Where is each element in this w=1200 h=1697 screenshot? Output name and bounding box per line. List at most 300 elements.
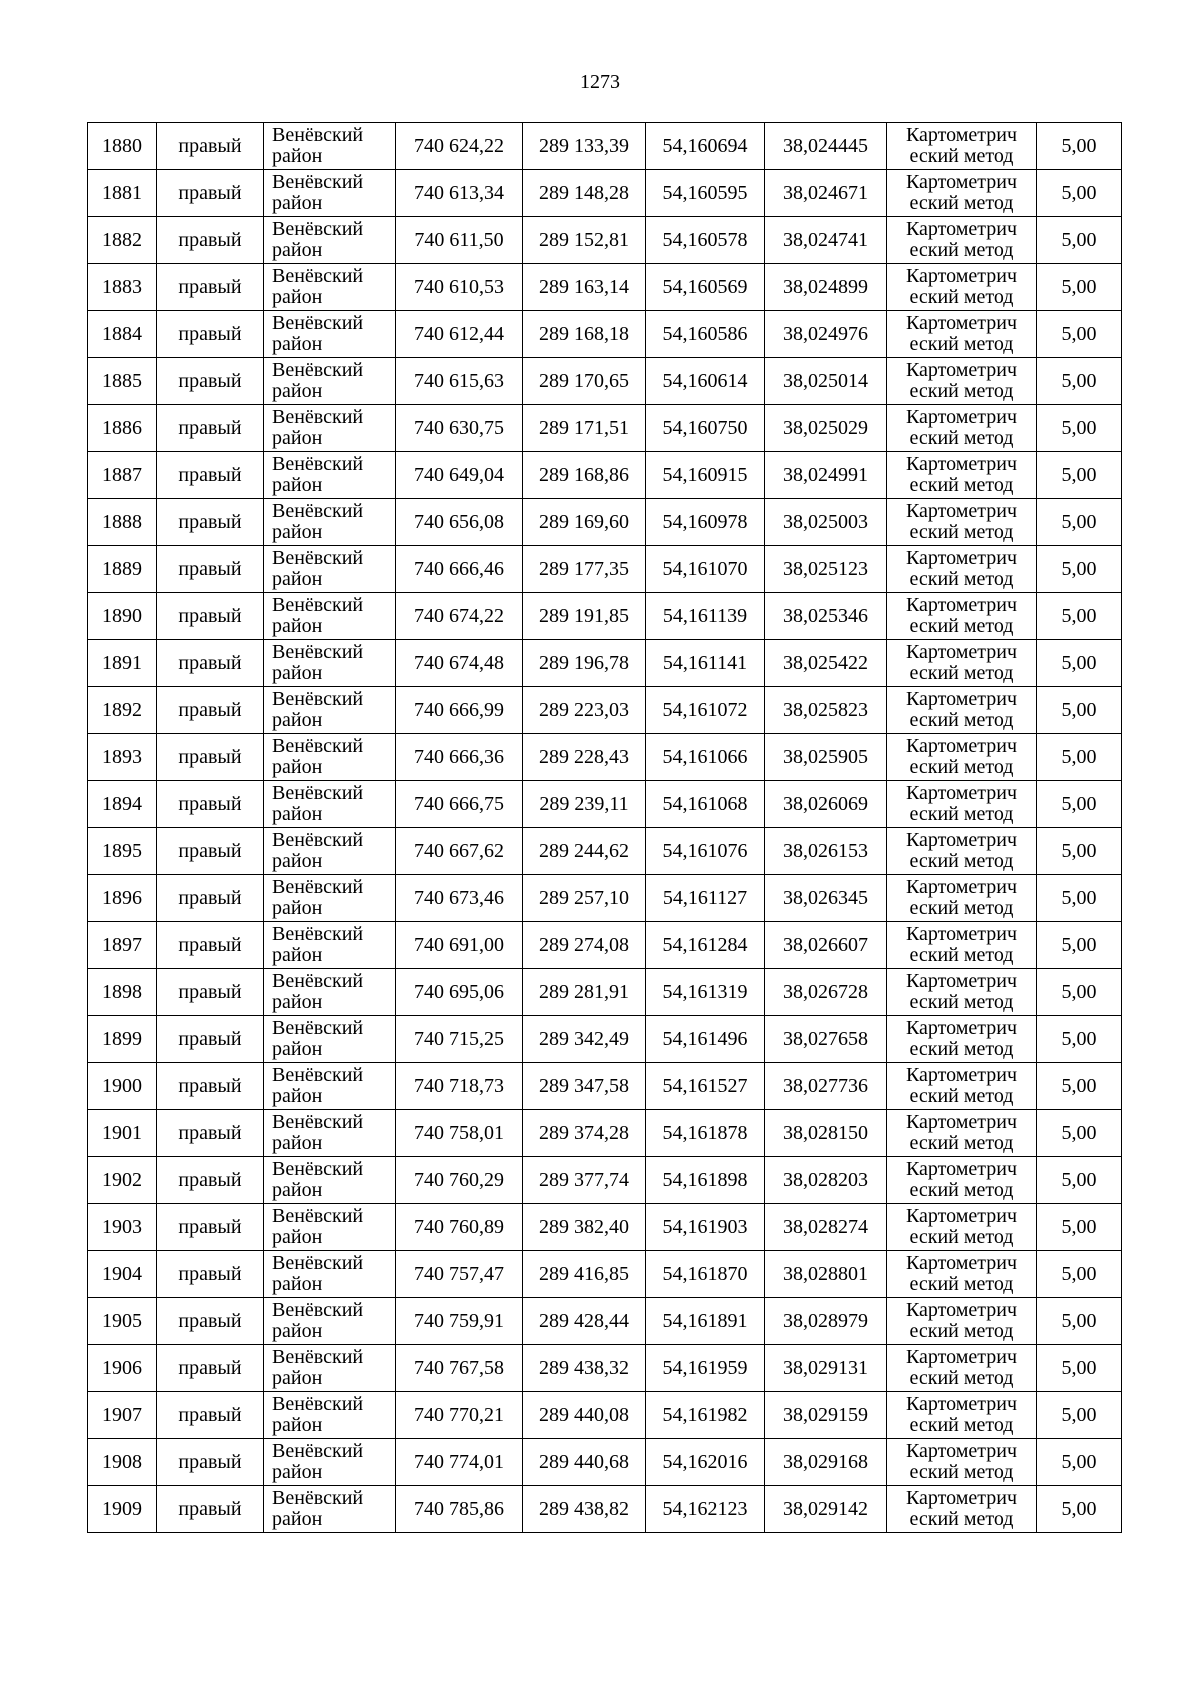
x-coordinate-cell: [396, 1157, 523, 1204]
method-text: еский метод: [909, 850, 1014, 872]
accuracy-text: 5,00: [1061, 369, 1097, 392]
district-text: район: [272, 1085, 323, 1107]
accuracy-cell: [1037, 1439, 1122, 1486]
longitude-cell: [765, 969, 887, 1016]
y-coordinate-text: 289 168,18: [539, 322, 629, 345]
accuracy-text: 5,00: [1061, 228, 1097, 251]
district-cell: [264, 217, 396, 264]
table-row: [88, 1392, 1122, 1439]
district-text: район: [272, 239, 323, 261]
latitude-cell: [646, 828, 765, 875]
method-cell: [887, 405, 1037, 452]
point-number-text: 1883: [102, 275, 142, 298]
method-cell: [887, 499, 1037, 546]
accuracy-text: 5,00: [1061, 698, 1097, 721]
y-coordinate-text: 289 191,85: [539, 604, 629, 627]
district-cell: [264, 170, 396, 217]
y-coordinate-text: 289 148,28: [539, 181, 629, 204]
latitude-text: 54,162016: [662, 1450, 748, 1473]
method-cell: [887, 1251, 1037, 1298]
y-coordinate-cell: [523, 217, 646, 264]
method-cell: [887, 781, 1037, 828]
coordinates-table: [87, 122, 1122, 1533]
latitude-cell: [646, 452, 765, 499]
method-text: Картометрич: [905, 641, 1018, 663]
x-coordinate-text: 740 785,86: [414, 1497, 504, 1520]
y-coordinate-cell: [523, 1157, 646, 1204]
method-text: Картометрич: [905, 1299, 1018, 1321]
point-number-text: 1885: [102, 369, 142, 392]
x-coordinate-cell: [396, 1298, 523, 1345]
x-coordinate-cell: [396, 264, 523, 311]
x-coordinate-text: 740 612,44: [414, 322, 504, 345]
longitude-cell: [765, 687, 887, 734]
longitude-cell: [765, 922, 887, 969]
district-text: район: [272, 850, 323, 872]
accuracy-cell: [1037, 1392, 1122, 1439]
method-text: Картометрич: [905, 359, 1018, 381]
y-coordinate-text: 289 169,60: [539, 510, 629, 533]
point-number-cell: [88, 452, 157, 499]
district-text: район: [272, 991, 323, 1013]
method-text: Картометрич: [905, 923, 1018, 945]
table-row: [88, 546, 1122, 593]
latitude-cell: [646, 311, 765, 358]
district-text: район: [272, 333, 323, 355]
latitude-text: 54,160750: [662, 416, 748, 439]
latitude-cell: [646, 1486, 765, 1533]
bank-text: правый: [178, 1450, 242, 1473]
bank-text: правый: [178, 651, 242, 674]
accuracy-cell: [1037, 1345, 1122, 1392]
method-text: еский метод: [909, 286, 1014, 308]
district-cell: [264, 1345, 396, 1392]
latitude-cell: [646, 781, 765, 828]
point-number-cell: [88, 1251, 157, 1298]
bank-cell: [157, 1439, 264, 1486]
table-row: [88, 1157, 1122, 1204]
district-text: район: [272, 145, 323, 167]
method-text: еский метод: [909, 145, 1014, 167]
latitude-cell: [646, 640, 765, 687]
longitude-text: 38,029142: [783, 1497, 868, 1520]
point-number-text: 1894: [102, 792, 142, 815]
table-row: [88, 170, 1122, 217]
x-coordinate-cell: [396, 1345, 523, 1392]
district-cell: [264, 1439, 396, 1486]
accuracy-cell: [1037, 1251, 1122, 1298]
longitude-text: 38,028203: [783, 1168, 868, 1191]
table-row: [88, 405, 1122, 452]
accuracy-cell: [1037, 687, 1122, 734]
point-number-text: 1908: [102, 1450, 142, 1473]
x-coordinate-text: 740 666,36: [414, 745, 504, 768]
bank-cell: [157, 452, 264, 499]
longitude-text: 38,028274: [783, 1215, 868, 1238]
longitude-text: 38,025029: [783, 416, 868, 439]
table-row: [88, 640, 1122, 687]
district-cell: [264, 1392, 396, 1439]
x-coordinate-cell: [396, 405, 523, 452]
point-number-text: 1891: [102, 651, 142, 674]
table-row: [88, 1345, 1122, 1392]
method-text: Картометрич: [905, 1111, 1018, 1133]
x-coordinate-cell: [396, 781, 523, 828]
latitude-cell: [646, 1063, 765, 1110]
y-coordinate-cell: [523, 405, 646, 452]
x-coordinate-text: 740 615,63: [414, 369, 504, 392]
x-coordinate-cell: [396, 123, 523, 170]
method-text: еский метод: [909, 333, 1014, 355]
district-text: Венёвский: [272, 782, 364, 804]
point-number-text: 1889: [102, 557, 142, 580]
method-text: Картометрич: [905, 1252, 1018, 1274]
district-cell: [264, 499, 396, 546]
y-coordinate-text: 289 228,43: [539, 745, 629, 768]
district-text: Венёвский: [272, 453, 364, 475]
district-cell: [264, 1486, 396, 1533]
point-number-text: 1887: [102, 463, 142, 486]
y-coordinate-text: 289 170,65: [539, 369, 629, 392]
accuracy-text: 5,00: [1061, 510, 1097, 533]
district-text: Венёвский: [272, 876, 364, 898]
longitude-text: 38,027736: [783, 1074, 868, 1097]
latitude-cell: [646, 1345, 765, 1392]
district-text: Венёвский: [272, 594, 364, 616]
bank-text: правый: [178, 933, 242, 956]
district-text: район: [272, 380, 323, 402]
longitude-cell: [765, 1016, 887, 1063]
district-text: Венёвский: [272, 1487, 364, 1509]
x-coordinate-text: 740 667,62: [414, 839, 504, 862]
longitude-cell: [765, 311, 887, 358]
table-row: [88, 264, 1122, 311]
bank-cell: [157, 546, 264, 593]
latitude-text: 54,161070: [662, 557, 748, 580]
accuracy-text: 5,00: [1061, 1027, 1097, 1050]
x-coordinate-text: 740 770,21: [414, 1403, 504, 1426]
bank-cell: [157, 875, 264, 922]
point-number-cell: [88, 546, 157, 593]
x-coordinate-text: 740 757,47: [414, 1262, 504, 1285]
latitude-text: 54,161068: [662, 792, 748, 815]
method-text: Картометрич: [905, 970, 1018, 992]
longitude-text: 38,026607: [783, 933, 868, 956]
y-coordinate-text: 289 196,78: [539, 651, 629, 674]
y-coordinate-text: 289 152,81: [539, 228, 629, 251]
accuracy-cell: [1037, 1110, 1122, 1157]
longitude-text: 38,026153: [783, 839, 868, 862]
bank-text: правый: [178, 1121, 242, 1144]
x-coordinate-cell: [396, 593, 523, 640]
table-row: [88, 499, 1122, 546]
method-cell: [887, 1016, 1037, 1063]
point-number-cell: [88, 311, 157, 358]
latitude-text: 54,161870: [662, 1262, 748, 1285]
method-cell: [887, 1110, 1037, 1157]
method-cell: [887, 640, 1037, 687]
longitude-cell: [765, 640, 887, 687]
accuracy-cell: [1037, 452, 1122, 499]
bank-cell: [157, 1486, 264, 1533]
latitude-text: 54,161527: [662, 1074, 748, 1097]
point-number-text: 1893: [102, 745, 142, 768]
bank-text: правый: [178, 1168, 242, 1191]
method-text: еский метод: [909, 944, 1014, 966]
x-coordinate-text: 740 758,01: [414, 1121, 504, 1144]
table-row: [88, 922, 1122, 969]
point-number-text: 1895: [102, 839, 142, 862]
bank-cell: [157, 734, 264, 781]
y-coordinate-cell: [523, 734, 646, 781]
table-row: [88, 969, 1122, 1016]
method-text: еский метод: [909, 1414, 1014, 1436]
method-cell: [887, 1392, 1037, 1439]
accuracy-cell: [1037, 734, 1122, 781]
district-text: район: [272, 568, 323, 590]
method-cell: [887, 546, 1037, 593]
method-text: еский метод: [909, 1038, 1014, 1060]
bank-cell: [157, 1251, 264, 1298]
page-number: 1273: [580, 71, 620, 93]
x-coordinate-cell: [396, 217, 523, 264]
table-row: [88, 1298, 1122, 1345]
accuracy-cell: [1037, 1486, 1122, 1533]
longitude-cell: [765, 264, 887, 311]
latitude-cell: [646, 1392, 765, 1439]
longitude-cell: [765, 1110, 887, 1157]
y-coordinate-cell: [523, 640, 646, 687]
longitude-text: 38,027658: [783, 1027, 868, 1050]
method-cell: [887, 687, 1037, 734]
bank-cell: [157, 170, 264, 217]
x-coordinate-cell: [396, 687, 523, 734]
method-cell: [887, 922, 1037, 969]
bank-text: правый: [178, 228, 242, 251]
latitude-text: 54,160595: [662, 181, 748, 204]
y-coordinate-cell: [523, 311, 646, 358]
latitude-text: 54,162123: [662, 1497, 748, 1520]
longitude-text: 38,028801: [783, 1262, 868, 1285]
y-coordinate-cell: [523, 123, 646, 170]
x-coordinate-text: 740 674,22: [414, 604, 504, 627]
table-row: [88, 1063, 1122, 1110]
x-coordinate-text: 740 666,46: [414, 557, 504, 580]
y-coordinate-cell: [523, 875, 646, 922]
y-coordinate-text: 289 428,44: [539, 1309, 629, 1332]
point-number-cell: [88, 499, 157, 546]
bank-cell: [157, 593, 264, 640]
bank-text: правый: [178, 134, 242, 157]
bank-cell: [157, 969, 264, 1016]
longitude-cell: [765, 1392, 887, 1439]
point-number-cell: [88, 1016, 157, 1063]
point-number-text: 1907: [102, 1403, 142, 1426]
table-row: [88, 1016, 1122, 1063]
latitude-text: 54,160578: [662, 228, 748, 251]
method-cell: [887, 264, 1037, 311]
y-coordinate-text: 289 223,03: [539, 698, 629, 721]
accuracy-cell: [1037, 1157, 1122, 1204]
method-text: еский метод: [909, 1367, 1014, 1389]
longitude-text: 38,029168: [783, 1450, 868, 1473]
district-text: район: [272, 803, 323, 825]
latitude-cell: [646, 1016, 765, 1063]
accuracy-cell: [1037, 499, 1122, 546]
district-text: Венёвский: [272, 735, 364, 757]
district-text: район: [272, 1273, 323, 1295]
accuracy-text: 5,00: [1061, 651, 1097, 674]
point-number-cell: [88, 593, 157, 640]
method-text: Картометрич: [905, 594, 1018, 616]
district-text: район: [272, 615, 323, 637]
table-row: [88, 734, 1122, 781]
point-number-cell: [88, 264, 157, 311]
table-row: [88, 687, 1122, 734]
x-coordinate-cell: [396, 875, 523, 922]
longitude-cell: [765, 405, 887, 452]
bank-text: правый: [178, 1309, 242, 1332]
accuracy-cell: [1037, 1016, 1122, 1063]
accuracy-text: 5,00: [1061, 1497, 1097, 1520]
point-number-cell: [88, 1110, 157, 1157]
latitude-text: 54,160694: [662, 134, 748, 157]
district-text: Венёвский: [272, 265, 364, 287]
longitude-text: 38,024991: [783, 463, 868, 486]
district-cell: [264, 405, 396, 452]
latitude-text: 54,161127: [662, 886, 748, 909]
method-cell: [887, 875, 1037, 922]
latitude-cell: [646, 1251, 765, 1298]
latitude-text: 54,161898: [662, 1168, 748, 1191]
district-cell: [264, 1110, 396, 1157]
method-text: еский метод: [909, 380, 1014, 402]
x-coordinate-text: 740 691,00: [414, 933, 504, 956]
method-cell: [887, 1345, 1037, 1392]
accuracy-text: 5,00: [1061, 980, 1097, 1003]
y-coordinate-cell: [523, 969, 646, 1016]
district-text: район: [272, 1508, 323, 1530]
x-coordinate-cell: [396, 1204, 523, 1251]
accuracy-cell: [1037, 311, 1122, 358]
longitude-text: 38,025346: [783, 604, 868, 627]
district-text: Венёвский: [272, 500, 364, 522]
x-coordinate-cell: [396, 640, 523, 687]
longitude-text: 38,025123: [783, 557, 868, 580]
method-text: еский метод: [909, 474, 1014, 496]
accuracy-text: 5,00: [1061, 416, 1097, 439]
longitude-text: 38,024671: [783, 181, 868, 204]
accuracy-cell: [1037, 875, 1122, 922]
accuracy-text: 5,00: [1061, 792, 1097, 815]
bank-text: правый: [178, 369, 242, 392]
point-number-cell: [88, 1345, 157, 1392]
district-text: район: [272, 1179, 323, 1201]
y-coordinate-cell: [523, 828, 646, 875]
x-coordinate-text: 740 624,22: [414, 134, 504, 157]
bank-text: правый: [178, 322, 242, 345]
district-cell: [264, 1063, 396, 1110]
district-text: Венёвский: [272, 1252, 364, 1274]
y-coordinate-text: 289 377,74: [539, 1168, 629, 1191]
y-coordinate-text: 289 382,40: [539, 1215, 629, 1238]
method-text: Картометрич: [905, 218, 1018, 240]
y-coordinate-cell: [523, 1204, 646, 1251]
district-cell: [264, 734, 396, 781]
y-coordinate-cell: [523, 1392, 646, 1439]
point-number-text: 1904: [102, 1262, 142, 1285]
y-coordinate-cell: [523, 1439, 646, 1486]
y-coordinate-text: 289 440,68: [539, 1450, 629, 1473]
x-coordinate-text: 740 695,06: [414, 980, 504, 1003]
longitude-cell: [765, 217, 887, 264]
bank-text: правый: [178, 1215, 242, 1238]
y-coordinate-text: 289 163,14: [539, 275, 629, 298]
longitude-text: 38,029131: [783, 1356, 868, 1379]
method-text: Картометрич: [905, 829, 1018, 851]
point-number-text: 1880: [102, 134, 142, 157]
y-coordinate-cell: [523, 1345, 646, 1392]
accuracy-text: 5,00: [1061, 839, 1097, 862]
point-number-cell: [88, 640, 157, 687]
x-coordinate-cell: [396, 546, 523, 593]
point-number-cell: [88, 875, 157, 922]
table-row: [88, 828, 1122, 875]
district-text: район: [272, 286, 323, 308]
bank-text: правый: [178, 416, 242, 439]
method-text: Картометрич: [905, 1158, 1018, 1180]
method-text: еский метод: [909, 897, 1014, 919]
accuracy-text: 5,00: [1061, 322, 1097, 345]
point-number-cell: [88, 1157, 157, 1204]
bank-text: правый: [178, 839, 242, 862]
method-cell: [887, 593, 1037, 640]
method-cell: [887, 311, 1037, 358]
method-cell: [887, 734, 1037, 781]
bank-cell: [157, 1204, 264, 1251]
latitude-cell: [646, 734, 765, 781]
district-cell: [264, 1204, 396, 1251]
method-text: Картометрич: [905, 782, 1018, 804]
y-coordinate-text: 289 274,08: [539, 933, 629, 956]
district-text: Венёвский: [272, 829, 364, 851]
bank-cell: [157, 1063, 264, 1110]
longitude-cell: [765, 1157, 887, 1204]
longitude-text: 38,024741: [783, 228, 868, 251]
accuracy-text: 5,00: [1061, 933, 1097, 956]
point-number-text: 1884: [102, 322, 142, 345]
longitude-cell: [765, 170, 887, 217]
x-coordinate-text: 740 666,99: [414, 698, 504, 721]
point-number-text: 1896: [102, 886, 142, 909]
x-coordinate-text: 740 760,29: [414, 1168, 504, 1191]
x-coordinate-cell: [396, 1110, 523, 1157]
y-coordinate-cell: [523, 593, 646, 640]
method-text: еский метод: [909, 803, 1014, 825]
x-coordinate-text: 740 630,75: [414, 416, 504, 439]
longitude-cell: [765, 123, 887, 170]
bank-text: правый: [178, 463, 242, 486]
y-coordinate-text: 289 133,39: [539, 134, 629, 157]
x-coordinate-cell: [396, 1392, 523, 1439]
y-coordinate-text: 289 244,62: [539, 839, 629, 862]
method-text: еский метод: [909, 1320, 1014, 1342]
longitude-cell: [765, 1251, 887, 1298]
longitude-cell: [765, 358, 887, 405]
y-coordinate-cell: [523, 170, 646, 217]
longitude-text: 38,025823: [783, 698, 868, 721]
x-coordinate-text: 740 649,04: [414, 463, 504, 486]
